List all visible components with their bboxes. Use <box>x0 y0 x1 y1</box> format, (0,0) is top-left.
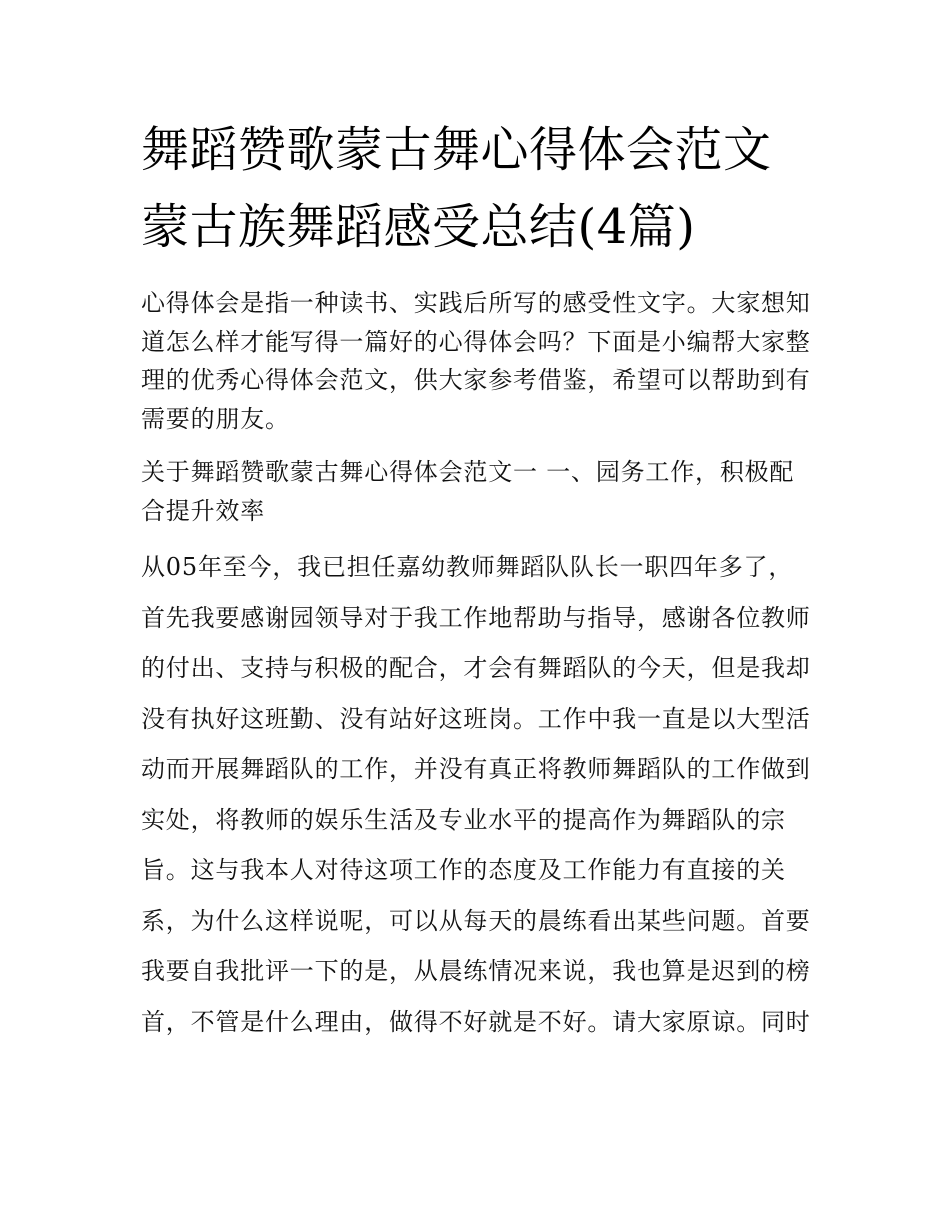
document-page <box>141 112 811 1047</box>
body-line: 没有执好这班勤、没有站好这班岗。工作中我一直是以大型活 <box>141 704 811 733</box>
body-line: 实处，将教师的娱乐生活及专业水平的提高作为舞蹈队的宗 <box>141 805 786 834</box>
title-line: 蒙古族舞蹈感受总结(4篇) <box>141 199 696 255</box>
body-line: 我要自我批评一下的是，从晨练情况来说，我也算是迟到的榜 <box>141 957 811 985</box>
body-line: 旨。这与我本人对待这项工作的态度及工作能力有直接的关 <box>141 856 786 884</box>
body-paragraph <box>141 542 811 1047</box>
intro-line: 心得体会是指一种读书、实践后所写的感受性文字。大家想知 <box>141 289 811 317</box>
body-line: 首，不管是什么理由，做得不好就是不好。请大家原谅。同时 <box>141 1007 811 1036</box>
body-line: 系，为什么这样说呢，可以从每天的晨练看出某些问题。首要 <box>141 906 811 935</box>
intro-paragraph <box>141 284 811 438</box>
section-heading <box>141 453 811 530</box>
body-line: 的付出、支持与积极的配合，才会有舞蹈队的今天，但是我却 <box>141 654 811 682</box>
body-line: 首先我要感谢园领导对于我工作地帮助与指导，感谢各位教师 <box>141 603 811 632</box>
body-line: 从05年至今，我已担任嘉幼教师舞蹈队队长一职四年多了， <box>141 553 794 581</box>
document-title <box>141 112 811 266</box>
intro-line: 道怎么样才能写得一篇好的心得体会吗？下面是小编帮大家整 <box>141 327 811 356</box>
intro-line: 理的优秀心得体会范文，供大家参考借鉴，希望可以帮助到有 <box>141 366 811 394</box>
intro-line: 需要的朋友。 <box>141 404 290 433</box>
section-heading-line: 关于舞蹈赞歌蒙古舞心得体会范文一 一、园务工作，积极配 <box>141 458 795 486</box>
section-heading-line: 合提升效率 <box>141 496 265 525</box>
body-line: 动而开展舞蹈队的工作，并没有真正将教师舞蹈队的工作做到 <box>141 755 811 783</box>
title-line: 舞蹈赞歌蒙古舞心得体会范文 <box>141 122 772 178</box>
